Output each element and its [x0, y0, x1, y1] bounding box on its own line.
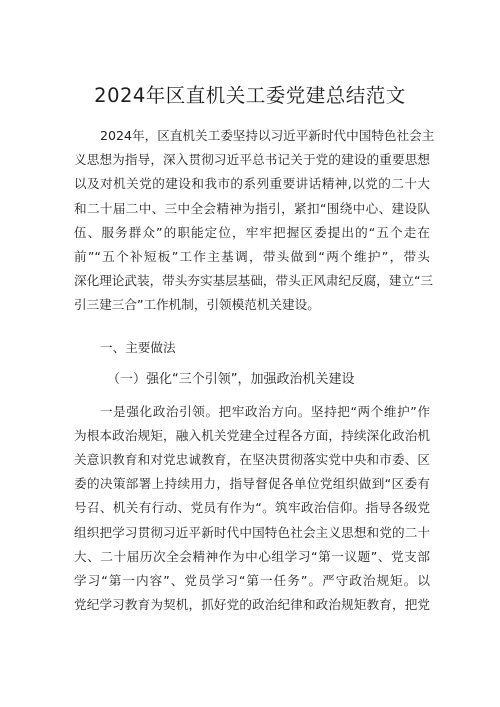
paragraph-line: 党纪学习教育为契机，抓好党的政治纪律和政治规矩教育，把党 — [74, 597, 430, 612]
paragraph-line: 义思想为指导，深入贯彻习近平总书记关于党的建设的重要思想 — [74, 152, 430, 167]
paragraph-line: 为根本政治规矩，融入机关党建全过程各方面，持续深化政治机 — [74, 428, 430, 443]
paragraph-line: 深化理论武装，带头夯实基层基础，带头正风肃纪反腐，建立“三 — [74, 273, 434, 288]
paragraph-line: 号召、机关有行动、党员有作为“。筑牢政治信仰。指导各级党 — [74, 500, 430, 515]
paragraph-line: 关意识教育和对党忠诚教育，在坚决贯彻落实党中央和市委、区 — [74, 452, 430, 467]
section-heading: 一、主要做法 — [100, 340, 176, 355]
paragraph-line: 伍、服务群众”的职能定位，牢牢把握区委提出的“五个走在 — [74, 225, 430, 240]
paragraph-line: 引三建三合”工作机制，引领模范机关建设。 — [74, 297, 320, 312]
document-title: 2024年区直机关工委党建总结范文 — [94, 84, 406, 107]
paragraph-line: 前”“五个补短板”工作主基调，带头做到“两个维护”，带头 — [74, 249, 430, 264]
paragraph-line: 组织把学习贯彻习近平新时代中国特色社会主义思想和党的二十 — [74, 525, 430, 540]
paragraph-line: 委的决策部署上持续用力，指导督促各单位党组织做到“区委有 — [74, 476, 430, 491]
paragraph-line: 学习“第一内容”、党员学习“第一任务”。严守政治规矩。以 — [74, 573, 430, 588]
paragraph-line: 2024年，区直机关工委坚持以习近平新时代中国特色社会主 — [100, 128, 435, 143]
paragraph-line: 以及对机关党的建设和我市的系列重要讲话精神,以党的二十大 — [74, 176, 430, 191]
paragraph-line: 一是强化政治引领。把牢政治方向。坚持把“两个维护”作 — [100, 404, 430, 419]
paragraph-line: 大、二十届历次全会精神作为中心组学习“第一议题”、党支部 — [74, 549, 430, 564]
subsection-heading: （一）强化“三个引领”，加强政治机关建设 — [107, 372, 355, 387]
paragraph-line: 和二十届二中、三中全会精神为指引，紧扣“围绕中心、建设队 — [74, 201, 430, 216]
